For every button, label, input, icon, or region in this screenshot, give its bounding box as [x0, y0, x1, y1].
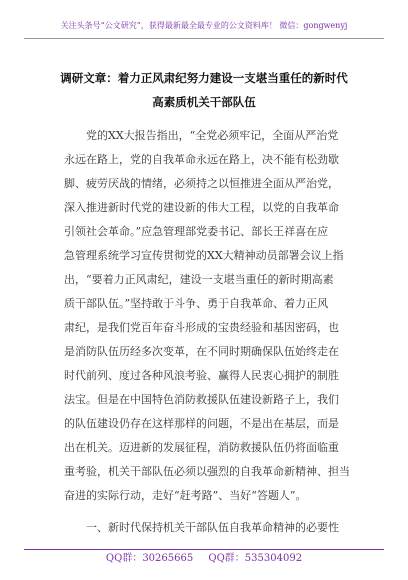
paragraph-line: 急管理系统学习宣传贯彻党的XX大精神动员部署会议上指: [64, 249, 344, 262]
footer-qq-group-1: QQ群：30265665: [105, 553, 194, 564]
footer-divider: [24, 549, 384, 550]
paragraph-line: 出在机关。迈进新的发展征程，消防救援队伍仍将面临重: [64, 441, 339, 454]
paragraph-line: 党的XX大报告指出，“全党必须牢记，全面从严治党: [86, 129, 339, 142]
paragraph-line: 深入推进新时代党的建设新的伟大工程，以党的自我革命: [64, 201, 339, 214]
header-notice: 关注头条号“公文研究”，获得最新最全最专业的公文资料库！ 微信：gongwenyj: [60, 21, 348, 30]
paragraph-line: 法宝。但是在中国特色消防救援队伍建设新路子上，我们: [64, 393, 339, 406]
footer: [24, 552, 384, 566]
paragraph-line: 重考验，机关干部队伍必须以强烈的自我革命新精神、担当: [64, 465, 350, 478]
paragraph-line: 肃纪，是我们党百年奋斗形成的宝贵经验和基因密码，也: [64, 321, 339, 334]
document-title-line1: 调研文章：着力正风肃纪努力建设一支堪当重任的新时代: [60, 71, 348, 85]
paragraph-line: 永远在路上，党的自我革命永远在路上，决不能有松劲歇: [64, 153, 339, 166]
paragraph-line: 质干部队伍。”坚持敢于斗争、勇于自我革命、着力正风: [64, 297, 329, 310]
document-title-line2: 高素质机关干部队伍: [152, 95, 256, 109]
section-heading: 一、新时代保持机关干部队伍自我革命精神的必要性: [86, 521, 339, 534]
paragraph-line: 引领社会革命。”应急管理部党委书记、部长王祥喜在应: [64, 225, 329, 238]
paragraph-line: 时代前列、度过各种风浪考验、赢得人民衷心拥护的制胜: [64, 369, 339, 382]
paragraph-line: 奋进的实际行动，走好“赶考路”、当好“答题人”。: [64, 489, 307, 502]
footer-qq-group-2: QQ群：535304092: [208, 553, 303, 564]
paragraph-line: 脚、疲劳厌战的情绪，必须持之以恒推进全面从严治党，: [64, 177, 339, 190]
paragraph-line: 出，“要着力正风肃纪，建设一支堪当重任的新时期高素: [64, 273, 334, 286]
paragraph-line: 的队伍建设仍存在这样那样的问题，不是出在基层，而是: [64, 417, 339, 430]
paragraph-line: 是消防队伍历经多次变革，在不同时期确保队伍始终走在: [64, 345, 339, 358]
header-divider: [24, 38, 384, 39]
